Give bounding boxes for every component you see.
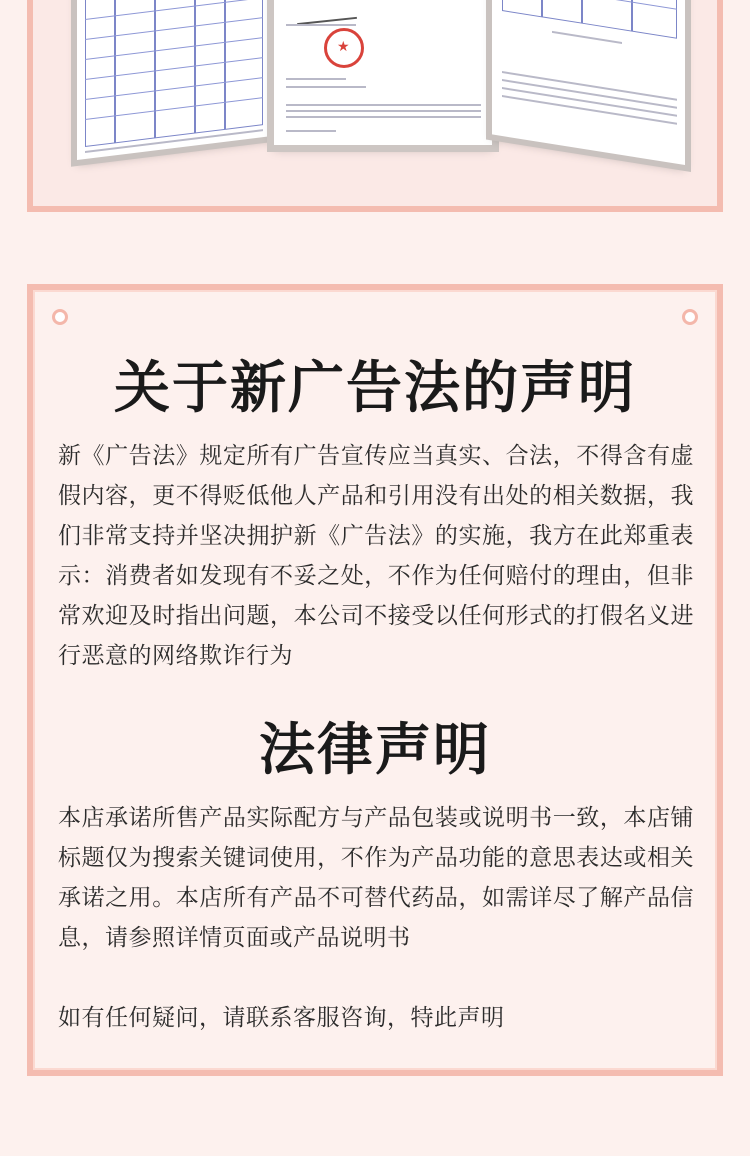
certificate-panel xyxy=(27,0,723,212)
legal-statement-body: 本店承诺所售产品实际配方与产品包装或说明书一致，本店铺标题仅为搜索关键词使用，不作为产品功能的意思表达或相关承诺之用。本店所有产品不可替代药品，如需详尽了解产品信息，请参照详情页面或产品说明书 xyxy=(58,805,694,951)
decor-dot-left-icon xyxy=(52,309,68,325)
declaration-card xyxy=(27,284,723,1076)
signature-mark xyxy=(295,0,357,25)
legal-statement-title: 法律声明 xyxy=(259,717,491,783)
decor-dot-right-icon xyxy=(682,309,698,325)
report-document-center xyxy=(274,0,492,145)
report-document-left xyxy=(77,0,272,160)
ad-law-statement-title: 关于新广告法的声明 xyxy=(114,355,636,421)
legal-statement-closing: 如有任何疑问，请联系客服咨询，特此声明 xyxy=(58,1005,505,1031)
ad-law-statement-body: 新《广告法》规定所有广告宣传应当真实、合法，不得含有虚假内容，更不得贬低他人产品和引用没有出处的相关数据，我们非常支持并坚决拥护新《广告法》的实施，我方在此郑重表示：消费者如发现有不妥之处，不作为任何赔付的理由，但非常欢迎及时指出问题，本公司不接受以任何形式的打假名义进行恶意的网络欺诈行为 xyxy=(58,443,694,669)
certificate-documents-image xyxy=(33,0,717,206)
red-seal-stamp: ★ xyxy=(324,28,364,68)
report-document-right xyxy=(492,0,685,165)
